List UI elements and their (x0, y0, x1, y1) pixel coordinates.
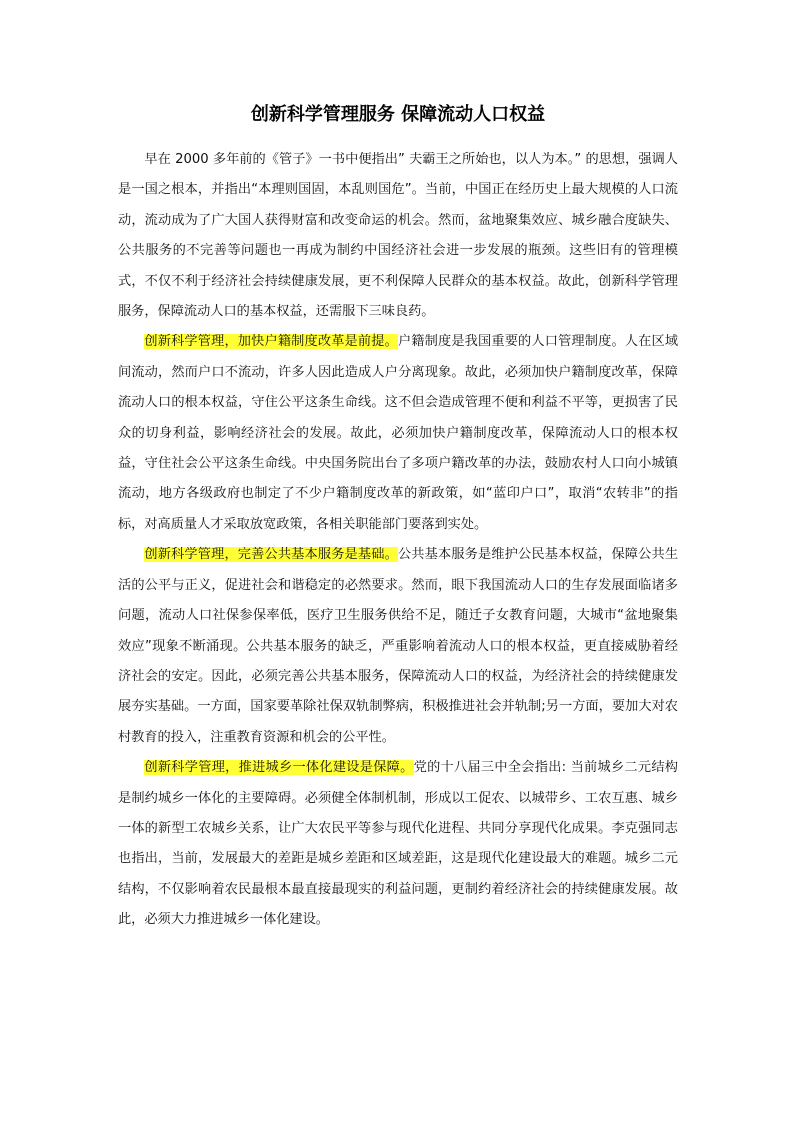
highlighted-lead-sentence: 创新科学管理，加快户籍制度改革是前提。 (144, 334, 398, 350)
document-title: 创新科学管理服务 保障流动人口权益 (250, 104, 546, 125)
public-services-paragraph (118, 540, 678, 753)
intro-paragraph (118, 145, 678, 327)
paragraph-text: 公共基本服务是维护公民基本权益，保障公共生活的公平与正义，促进社会和谐稳定的必然要求。然而，眼下我国流动人口的生存发展面临诸多问题，流动人口社保参保率低，医疗卫生服务供给不足，随迁子女教育问题，大城市“盆地聚集效应”现象不断涌现。公共基本服务的缺乏，严重影响着流动人口的根本权益，更直接威胁着经济社会的安定。因此，必须完善公共基本服务，保障流动人口的权益，为经济社会的持续健康发展夯实基础。一方面，国家要革除社保双轨制弊病，积极推进社会并轨制;另一方面，要加大对农村教育的投入，注重教育资源和机会的公平性。 (118, 547, 679, 745)
urban-rural-integration-paragraph (118, 753, 678, 935)
paragraph-text: 党的十八届三中全会指出: 当前城乡二元结构是制约城乡一体化的主要障碍。必须健全体制机制，形成以工促农、以城带乡、工农互惠、城乡一体的新型工农城乡关系，让广大农民平等参与现代化进程、共同分享现代化成果。李克强同志也指出，当前，发展最大的差距是城乡差距和区域差距，这是现代化建设最大的难题。城乡二元结构，不仅影响着农民最根本最直接最现实的利益问题，更制约着经济社会的持续健康发展。故此，必须大力推进城乡一体化建设。 (118, 760, 678, 928)
paragraph-text: 户籍制度是我国重要的人口管理制度。人在区域间流动，然而户口不流动，许多人因此造成人户分离现象。故此，必须加快户籍制度改革，保障流动人口的根本权益，守住公平这条生命线。这不但会造成管理不便和利益不平等，更损害了民众的切身利益，影响经济社会的发展。故此，必须加快户籍制度改革，保障流动人口的根本权益，守住社会公平这条生命线。中央国务院出台了多项户籍改革的办法，鼓励农村人口向小城镇流动，地方各级政府也制定了不少户籍制度改革的新政策，如“蓝印户口”，取消“农转非”的指标，对高质量人才采取放宽政策，各相关职能部门要落到实处。 (118, 334, 679, 532)
highlighted-lead-sentence: 创新科学管理，完善公共基本服务是基础。 (144, 547, 398, 563)
document-body (118, 145, 678, 936)
highlighted-lead-sentence: 创新科学管理，推进城乡一体化建设是保障。 (144, 760, 414, 776)
paragraph-text: 早在 2000 多年前的《管子》一书中便指出” 夫霸王之所始也，以人为本。” 的思想，强调人是一国之根本，并指出“本理则国固，本乱则国危”。当前，中国正在经历史上最大规模的人口流动，流动成为了广大国人获得财富和改变命运的机会。然而，盆地聚集效应、城乡融合度缺失、公共服务的不完善等问题也一再成为制约中国经济社会进一步发展的瓶颈。这些旧有的管理模式，不仅不利于经济社会持续健康发展，更不利保障人民群众的基本权益。故此，创新科学管理服务，保障流动人口的基本权益，还需服下三味良药。 (118, 152, 678, 320)
household-registration-paragraph (118, 327, 678, 540)
